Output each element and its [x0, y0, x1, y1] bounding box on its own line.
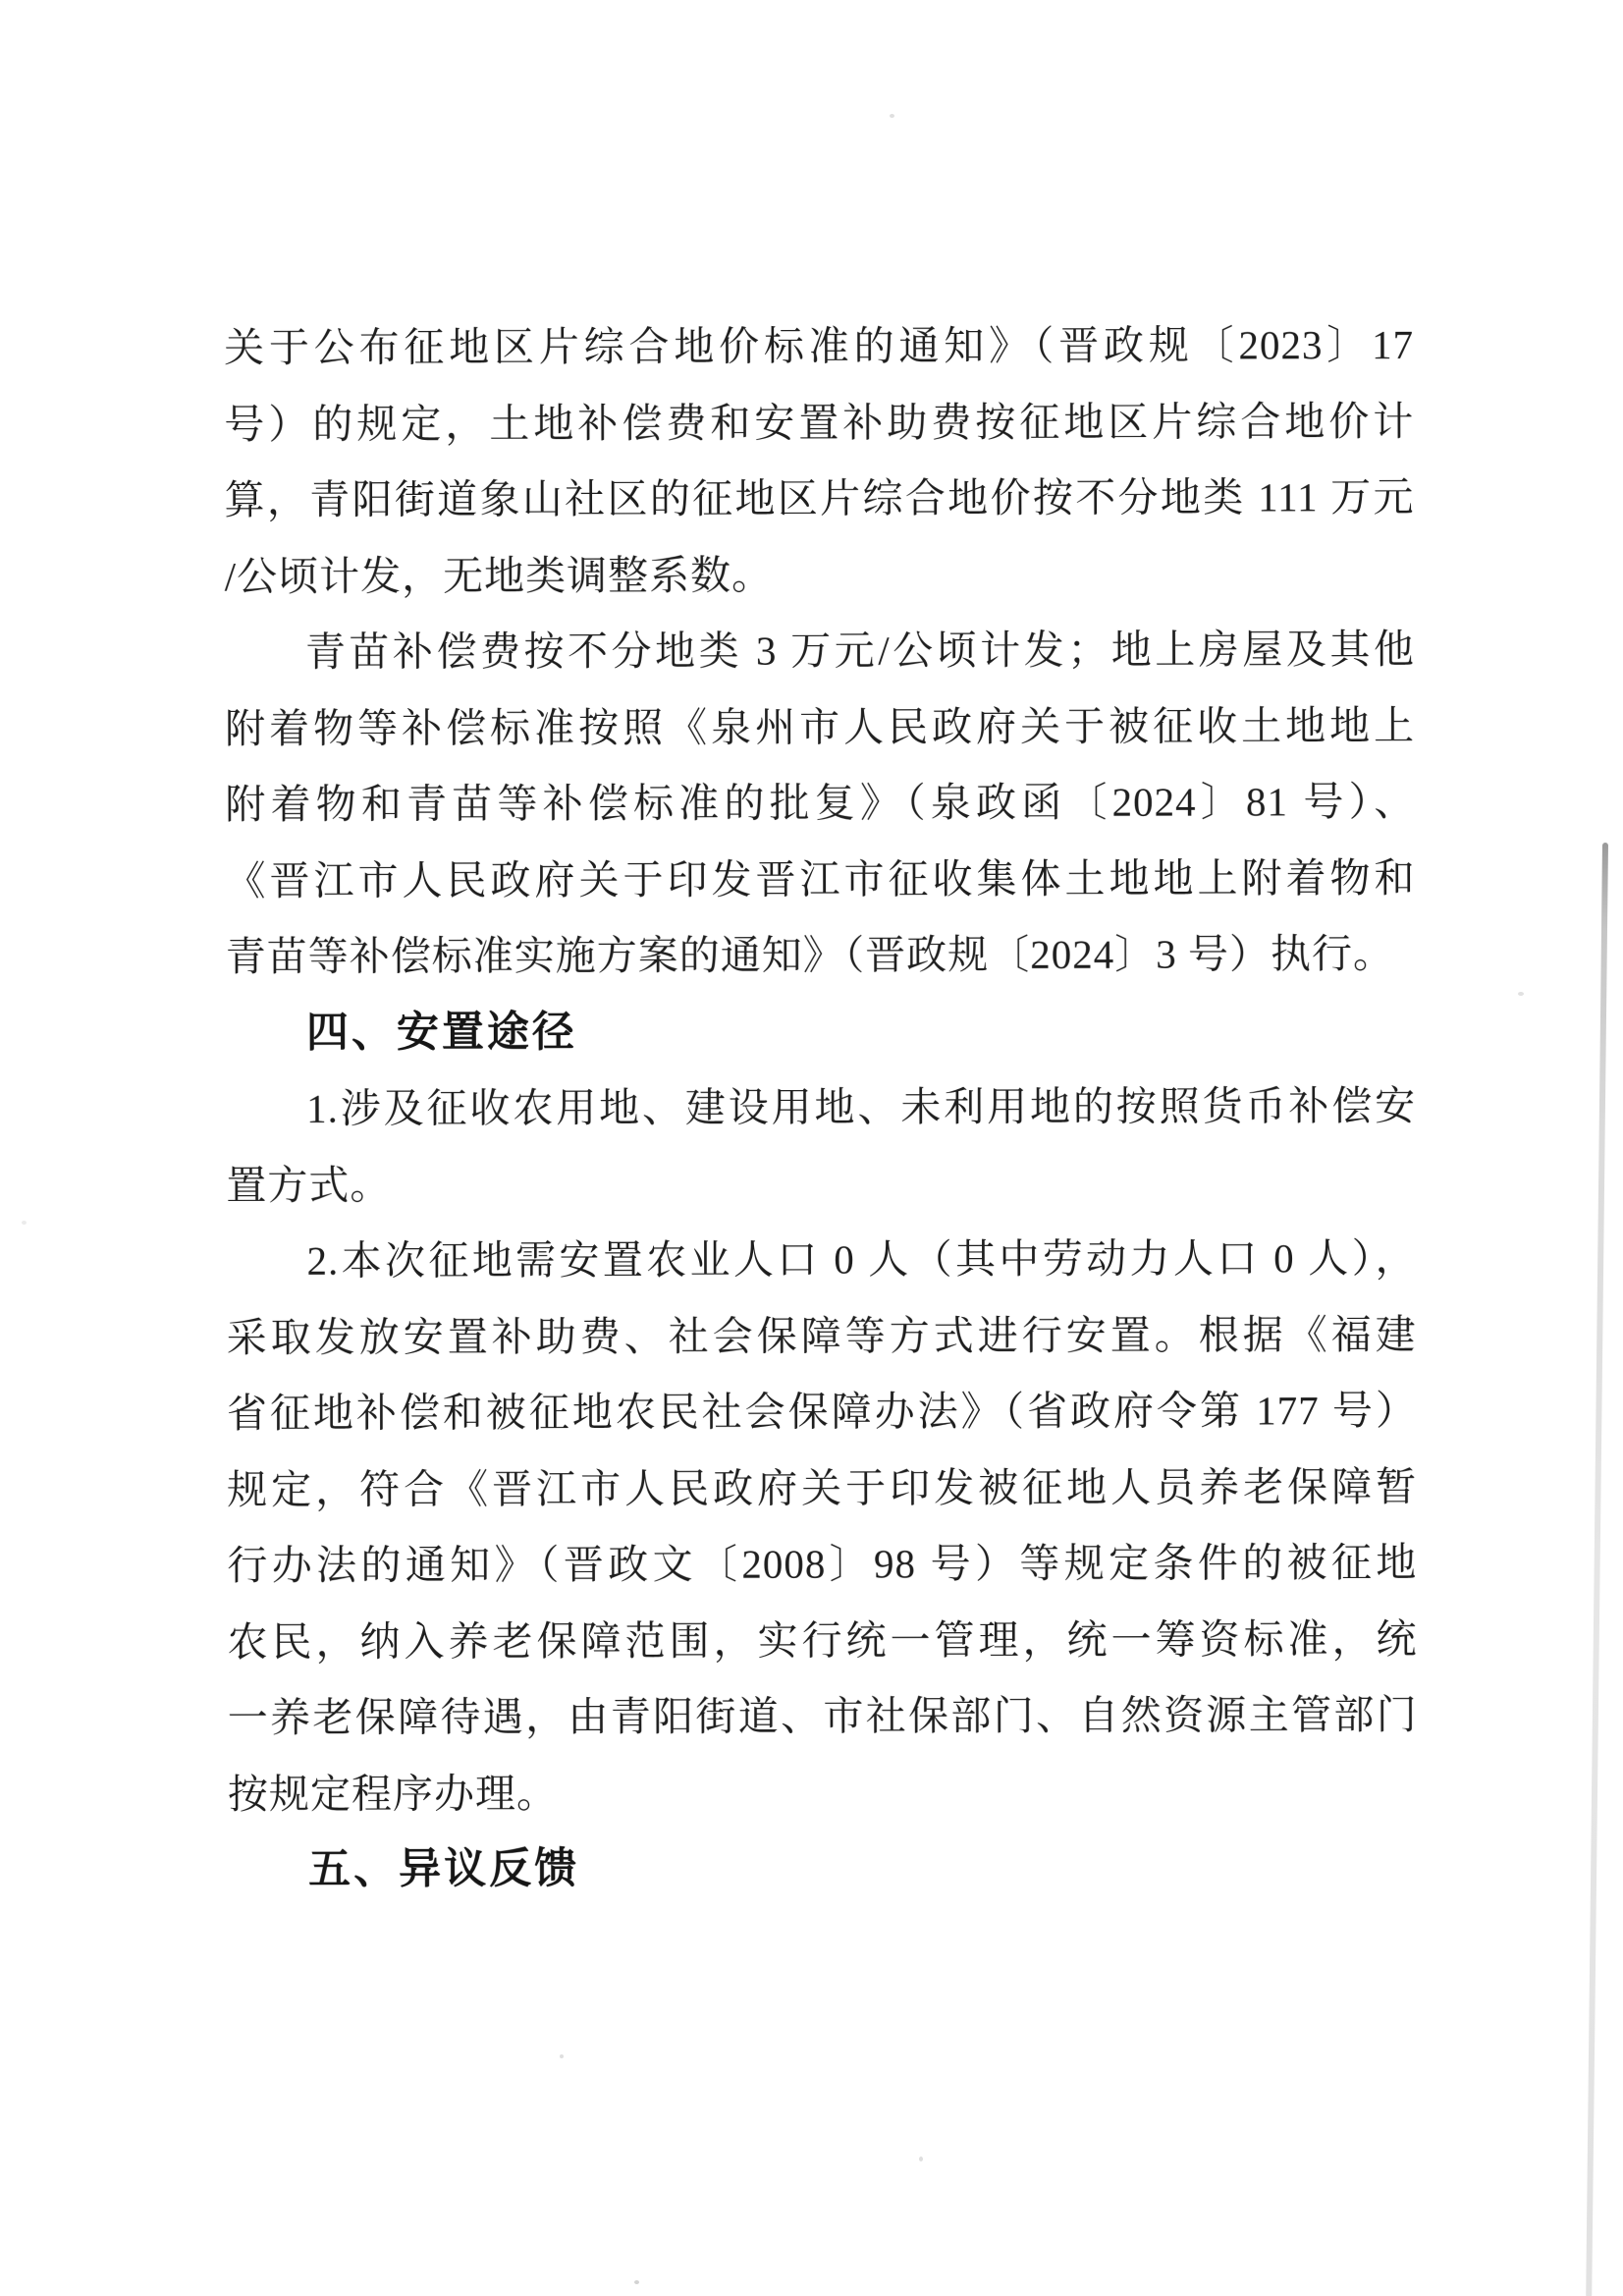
scan-speck	[22, 1221, 27, 1225]
text-line: 青苗等补偿标准实施方案的通知》（晋政规〔2024〕3 号）执行。	[225, 930, 1395, 979]
document-text-block	[224, 307, 1418, 1909]
text-line: 一养老保障待遇，由青阳街道、市社保部门、自然资源主管部门	[227, 1691, 1418, 1740]
scan-speck	[890, 114, 894, 118]
text-line: 农民，纳入养老保障范围，实行统一管理，统一筹资标准，统	[227, 1615, 1418, 1665]
text-line: 采取发放安置补助费、社会保障等方式进行安置。根据《福建	[226, 1311, 1417, 1360]
section-heading: 五、异议反馈	[308, 1845, 580, 1893]
text-line: 行办法的通知》（晋政文〔2008〕98 号）等规定条件的被征地	[227, 1539, 1418, 1588]
text-line: /公顷计发，无地类调整系数。	[224, 552, 774, 599]
text-line: 青苗补偿费按不分地类 3 万元/公顷计发；地上房屋及其他	[304, 626, 1415, 675]
text-line: 附着物等补偿标准按照《泉州市人民政府关于被征收土地地上	[225, 702, 1416, 751]
text-line: 附着物和青苗等补偿标准的批复》（泉政函〔2024〕81 号）、	[225, 778, 1416, 827]
scan-speck	[634, 2280, 639, 2284]
text-line: 置方式。	[226, 1162, 392, 1208]
text-line: 规定，符合《晋江市人民政府关于印发被征地人员养老保障暂	[227, 1463, 1418, 1512]
text-line: 按规定程序办理。	[227, 1770, 559, 1817]
text-line: 1.涉及征收农用地、建设用地、未利用地的按照货币补偿安	[306, 1082, 1417, 1131]
text-line: 省征地补偿和被征地农民社会保障办法》（省政府令第 177 号）	[226, 1387, 1417, 1436]
scan-speck	[1518, 992, 1524, 996]
scan-streak-artifact	[1586, 843, 1608, 2296]
text-line: 算，青阳街道象山社区的征地区片综合地价按不分地类 111 万元	[224, 473, 1415, 522]
scan-speck	[919, 2157, 923, 2161]
scan-speck	[560, 2054, 564, 2058]
section-heading: 四、安置途径	[305, 1008, 577, 1057]
text-line: 号）的规定，土地补偿费和安置补助费按征地区片综合地价计	[224, 398, 1415, 447]
text-line: 2.本次征地需安置农业人口 0 人（其中劳动力人口 0 人），	[306, 1234, 1417, 1284]
text-line: 《晋江市人民政府关于印发晋江市征收集体土地地上附着物和	[225, 854, 1416, 903]
text-line: 关于公布征地区片综合地价标准的通知》（晋政规〔2023〕17	[224, 321, 1415, 370]
